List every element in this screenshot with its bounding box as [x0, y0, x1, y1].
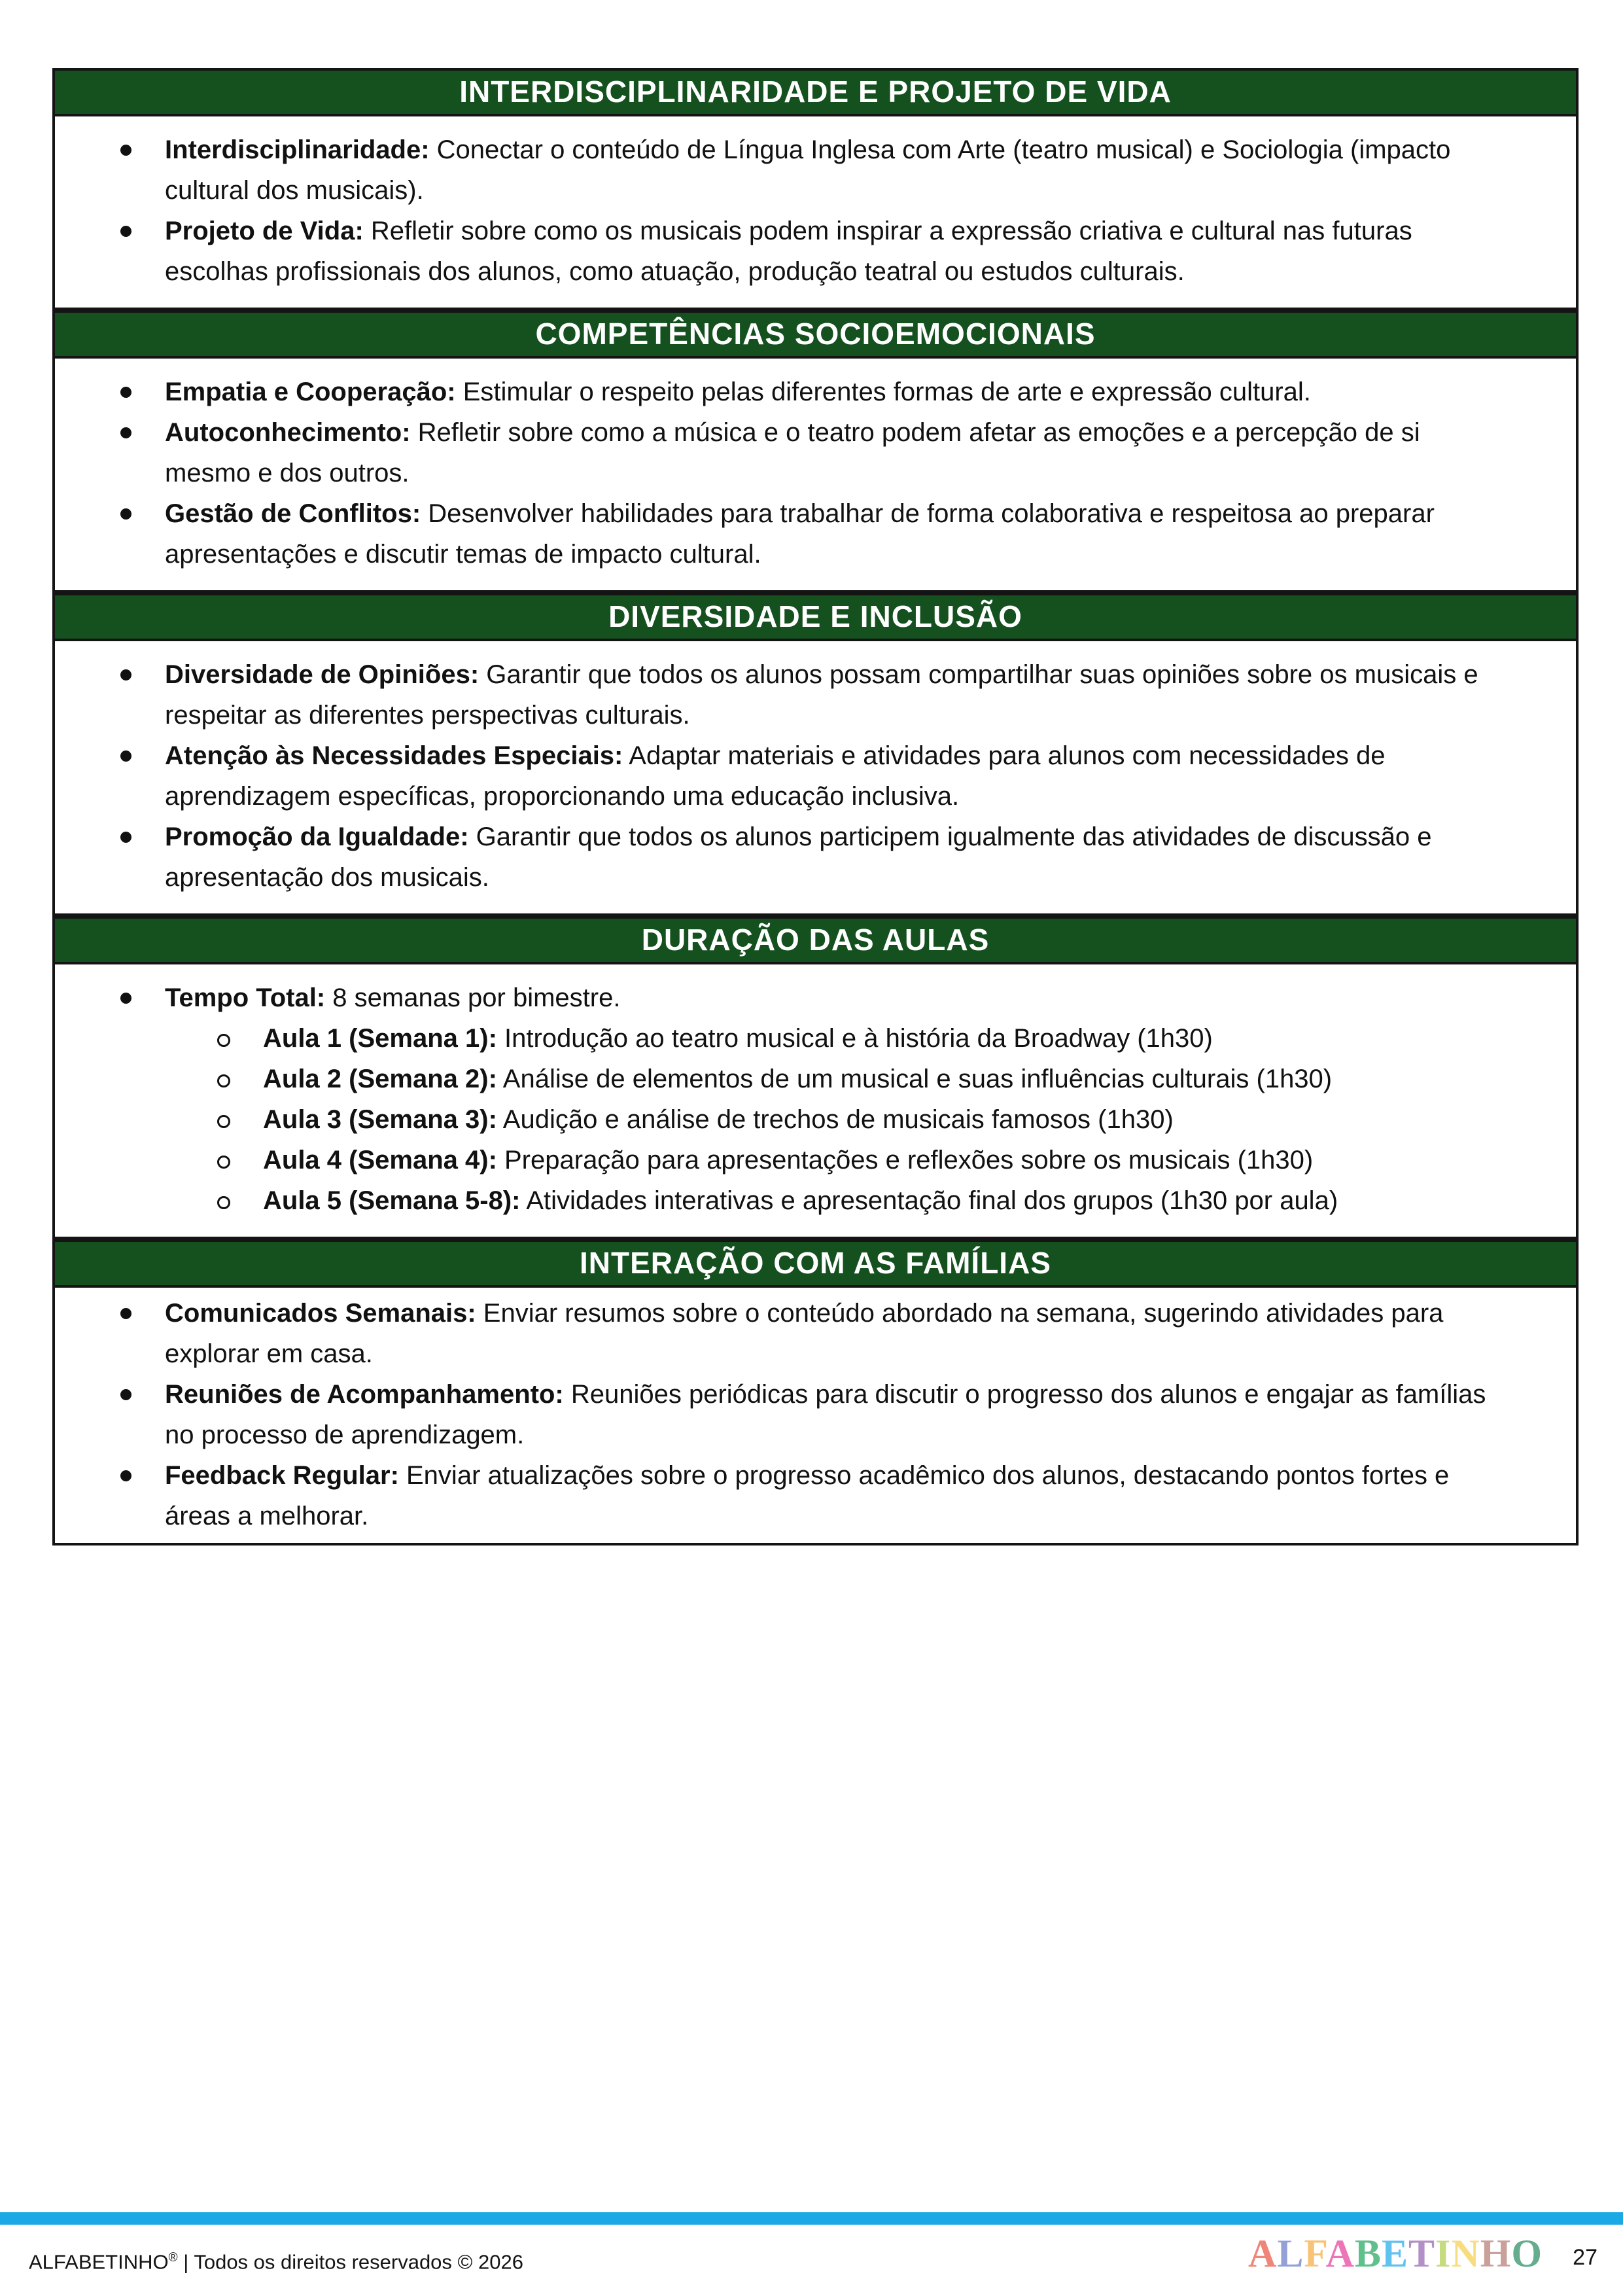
registered-trademark-symbol: ®	[168, 2251, 178, 2265]
bullet-label: Feedback Regular:	[165, 1461, 399, 1490]
bullet-item: Gestão de Conflitos: Desenvolver habilidades para trabalhar de forma colaborativa e respeitosa ao preparar apresentações e discutir temas de impacto cultural.	[55, 493, 1497, 574]
logo-letter: L	[1277, 2232, 1304, 2275]
sub-bullet-item: Aula 4 (Semana 4): Preparação para apresentações e reflexões sobre os musicais (1h30)	[55, 1140, 1497, 1180]
section-header: INTERAÇÃO COM AS FAMÍLIAS	[52, 1239, 1579, 1288]
bullet-label: Autoconhecimento:	[165, 418, 411, 447]
logo-letter: O	[1511, 2232, 1543, 2275]
bullet-item: Empatia e Cooperação: Estimular o respeito pelas diferentes formas de arte e expressão cultural.	[55, 372, 1497, 412]
sub-bullet-label: Aula 3 (Semana 3):	[263, 1105, 497, 1134]
section-content	[52, 1288, 1579, 1545]
bullet-label: Reuniões de Acompanhamento:	[165, 1380, 564, 1409]
section-header: DIVERSIDADE E INCLUSÃO	[52, 593, 1579, 641]
bullet-label: Diversidade de Opiniões:	[165, 660, 480, 689]
logo-letter: I	[1435, 2232, 1452, 2275]
logo-letter: B	[1354, 2232, 1382, 2275]
bullet-item: Reuniões de Acompanhamento: Reuniões periódicas para discutir o progresso dos alunos e engajar as famílias no processo de aprendizagem.	[55, 1374, 1497, 1455]
bullet-item: Promoção da Igualdade: Garantir que todos os alunos participem igualmente das atividades de discussão e apresentação dos musicais.	[55, 817, 1497, 898]
bullet-item: Comunicados Semanais: Enviar resumos sobre o conteúdo abordado na semana, sugerindo atividades para explorar em casa.	[55, 1293, 1497, 1374]
bullet-label: Gestão de Conflitos:	[165, 499, 421, 528]
sub-bullet-label: Aula 1 (Semana 1):	[263, 1024, 497, 1053]
bullet-item: Feedback Regular: Enviar atualizações sobre o progresso acadêmico dos alunos, destacando pontos fortes e áreas a melhorar.	[55, 1455, 1497, 1536]
footer-copyright-text: | Todos os direitos reservados © 2026	[183, 2250, 523, 2274]
document-body	[52, 68, 1579, 1545]
bullet-label: Empatia e Cooperação:	[165, 378, 456, 406]
bullet-item: Atenção às Necessidades Especiais: Adaptar materiais e atividades para alunos com necessidades de aprendizagem específicas, proporcionando uma educação inclusiva.	[55, 735, 1497, 817]
bullet-item: Interdisciplinaridade: Conectar o conteúdo de Língua Inglesa com Arte (teatro musical) e Sociologia (impacto cultural dos musicais).	[55, 130, 1497, 211]
footer-brand-name: ALFABETINHO	[29, 2250, 169, 2274]
bullet-item: Autoconhecimento: Refletir sobre como a música e o teatro podem afetar as emoções e a percepção de si mesmo e dos outros.	[55, 412, 1497, 493]
sub-bullet-item: Aula 1 (Semana 1): Introdução ao teatro musical e à história da Broadway (1h30)	[55, 1018, 1497, 1059]
section-content	[52, 116, 1579, 310]
section-content	[52, 359, 1579, 593]
sub-bullet-label: Aula 2 (Semana 2):	[263, 1065, 497, 1093]
logo-letter: A	[1325, 2232, 1355, 2275]
bullet-item: Diversidade de Opiniões: Garantir que todos os alunos possam compartilhar suas opiniões sobre os musicais e respeitar as diferentes perspectivas culturais.	[55, 654, 1497, 735]
sub-bullet-label: Aula 5 (Semana 5-8):	[263, 1186, 521, 1215]
bullet-label: Promoção da Igualdade:	[165, 822, 469, 851]
bullet-label: Atenção às Necessidades Especiais:	[165, 741, 623, 770]
logo-letter: H	[1480, 2232, 1512, 2275]
sub-bullet-item: Aula 3 (Semana 3): Audição e análise de trechos de musicais famosos (1h30)	[55, 1099, 1497, 1140]
section-header: COMPETÊNCIAS SOCIOEMOCIONAIS	[52, 310, 1579, 359]
section-header: INTERDISCIPLINARIDADE E PROJETO DE VIDA	[52, 68, 1579, 116]
bullet-item: Projeto de Vida: Refletir sobre como os musicais podem inspirar a expressão criativa e cultural nas futuras escolhas profissionais dos alunos, como atuação, produção teatral ou estudos culturais.	[55, 211, 1497, 292]
bullet-label: Projeto de Vida:	[165, 217, 364, 245]
logo-letter: F	[1304, 2232, 1326, 2275]
page-number: 27	[1573, 2245, 1597, 2270]
section-header: DURAÇÃO DAS AULAS	[52, 916, 1579, 964]
alfabetinho-logo	[1248, 2230, 1543, 2277]
bullet-label: Interdisciplinaridade:	[165, 135, 430, 164]
footer-divider-bar	[0, 2212, 1623, 2225]
bullet-label: Comunicados Semanais:	[165, 1299, 476, 1328]
logo-letter: E	[1381, 2232, 1408, 2275]
logo-letter: A	[1248, 2232, 1278, 2275]
logo-letter: N	[1451, 2232, 1480, 2275]
footer-copyright	[29, 2244, 523, 2276]
sub-bullet-item: Aula 5 (Semana 5-8): Atividades interativas e apresentação final dos grupos (1h30 por aula)	[55, 1180, 1497, 1221]
bullet-item: Tempo Total: 8 semanas por bimestre.	[55, 978, 1497, 1018]
sub-bullet-item: Aula 2 (Semana 2): Análise de elementos de um musical e suas influências culturais (1h30)	[55, 1059, 1497, 1099]
section-content	[52, 641, 1579, 916]
section-content	[52, 964, 1579, 1239]
sub-bullet-label: Aula 4 (Semana 4):	[263, 1146, 497, 1174]
bullet-label: Tempo Total:	[165, 983, 326, 1012]
logo-letter: T	[1408, 2232, 1436, 2275]
